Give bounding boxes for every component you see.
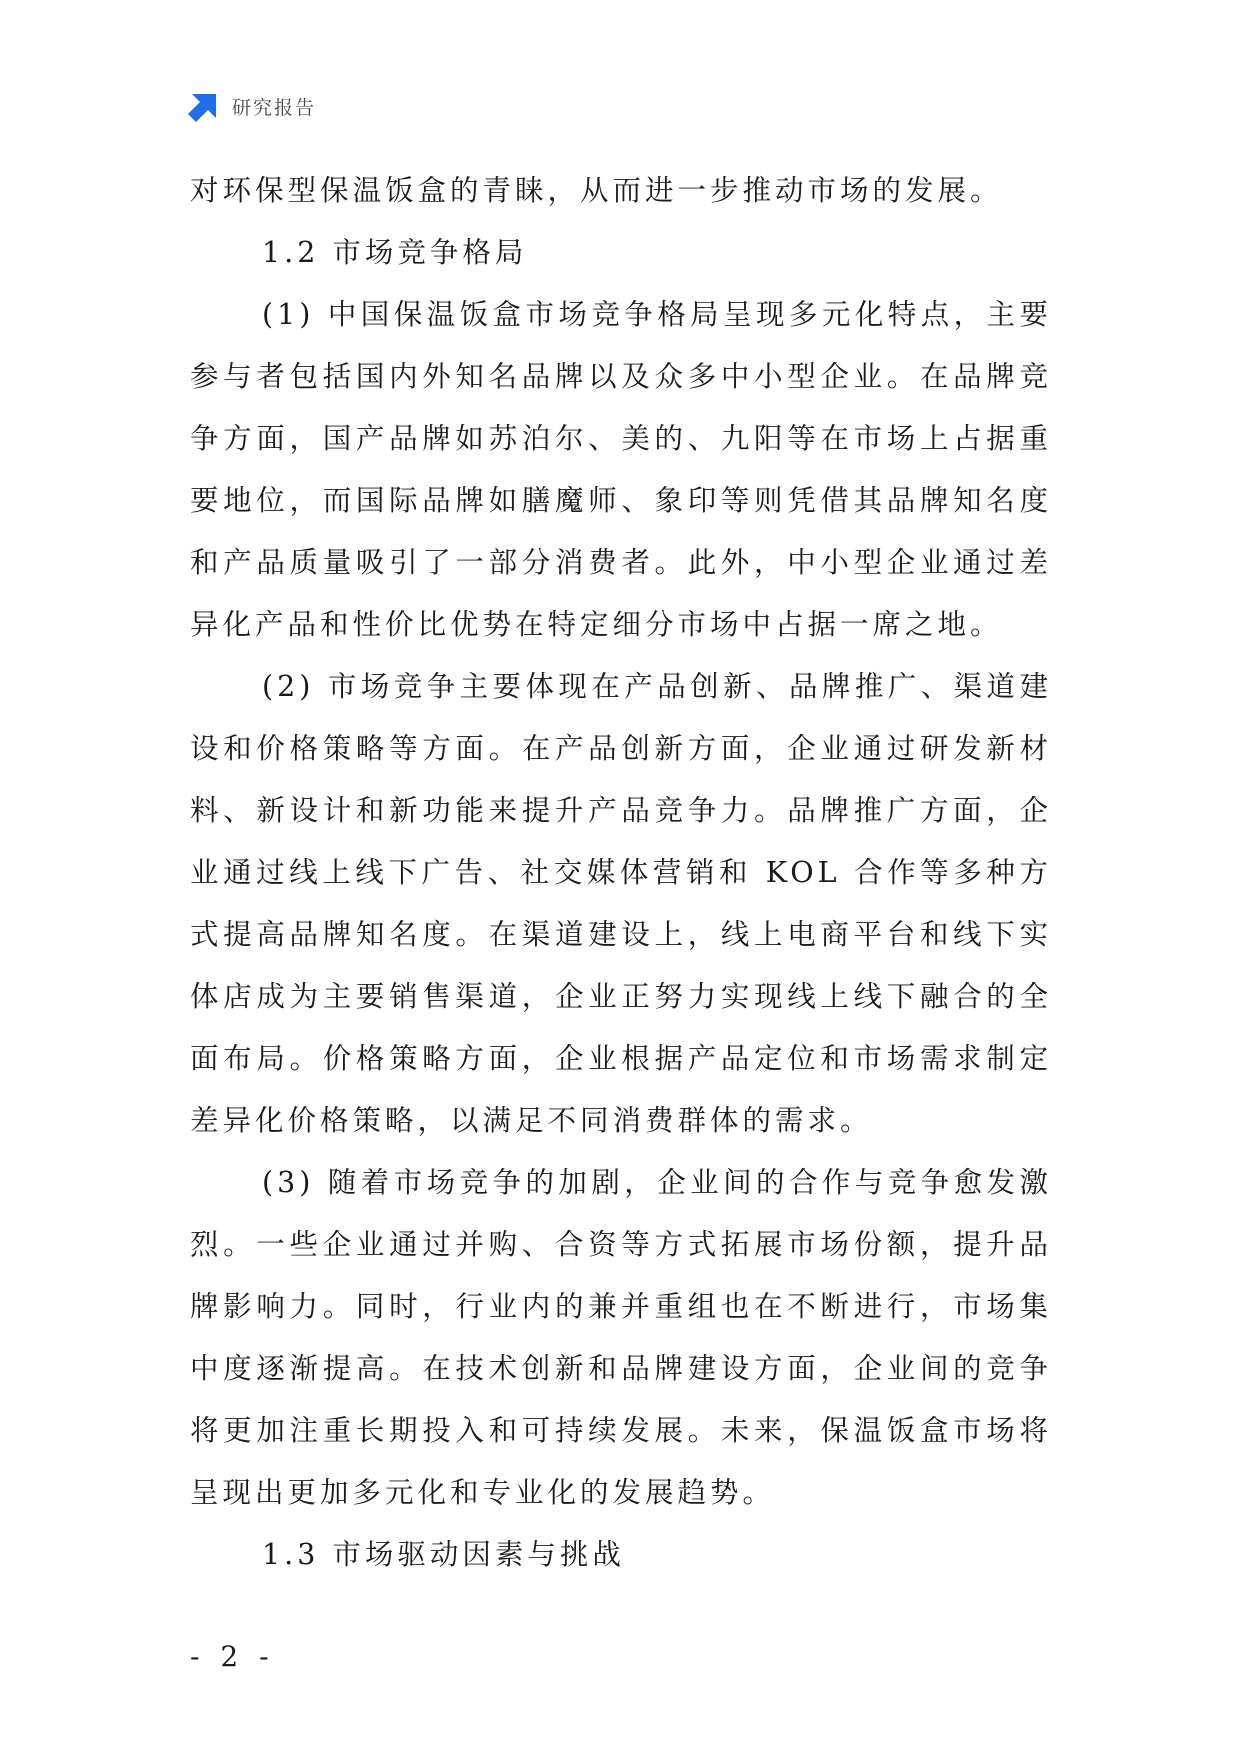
arrow-up-right-icon — [188, 90, 220, 122]
section-heading-1-3: 1.3 市场驱动因素与挑战 — [262, 1538, 625, 1571]
paragraph-1: (1) 中国保温饭盒市场竞争格局呈现多元化特点，主要参与者包括国内外知名品牌以及众多中小型企业。在品牌竞争方面，国产品牌如苏泊尔、美的、九阳等在市场上占据重要地位，而国际品牌如膳魔师、象印等则凭借其品牌知名度和产品质量吸引了一部分消费者。此外，中小型企业通过差异化产品和性价比优势在特定细分市场中占据一席之地。 — [190, 298, 1052, 641]
page-header — [188, 90, 316, 122]
document-body — [190, 160, 1052, 1586]
continuation-paragraph: 对环保型保温饭盒的青睐，从而进一步推动市场的发展。 — [190, 174, 1003, 207]
page-number: - 2 - — [190, 1640, 275, 1673]
paragraph-3: (3) 随着市场竞争的加剧，企业间的合作与竞争愈发激烈。一些企业通过并购、合资等方式拓展市场份额，提升品牌影响力。同时，行业内的兼并重组也在不断进行，市场集中度逐渐提高。在技术创新和品牌建设方面，企业间的竞争将更加注重长期投入和可持续发展。未来，保温饭盒市场将呈现出更加多元化和专业化的发展趋势。 — [190, 1166, 1052, 1509]
section-heading-1-2: 1.2 市场竞争格局 — [262, 236, 528, 269]
paragraph-2: (2) 市场竞争主要体现在产品创新、品牌推广、渠道建设和价格策略等方面。在产品创新方面，企业通过研发新材料、新设计和新功能来提升产品竞争力。品牌推广方面，企业通过线上线下广告、社交媒体营销和 KOL 合作等多种方式提高品牌知名度。在渠道建设上，线上电商平台和线下实体店成为主要销售渠道，企业正努力实现线上线下融合的全面布局。价格策略方面，企业根据产品定位和市场需求制定差异化价格策略，以满足不同消费群体的需求。 — [190, 670, 1052, 1137]
header-title: 研究报告 — [232, 96, 317, 119]
